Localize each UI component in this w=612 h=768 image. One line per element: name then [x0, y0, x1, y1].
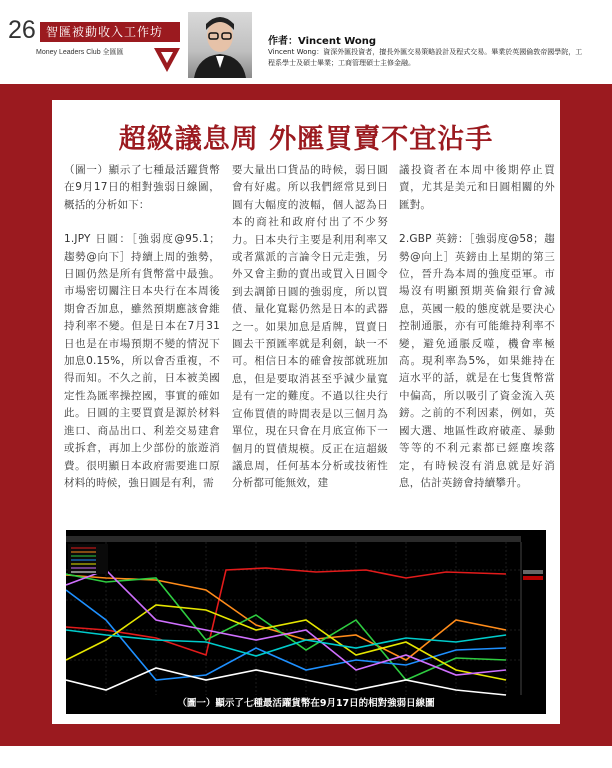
paragraph: 2.GBP 英鎊：［強弱度@58；趨勢@向上］英鎊由上星期的第三位，晉升為本周的強度亞軍。市場沒有明顯預期英倫銀行會減息，英國一般的態度就是要決心控制通脹，亦有可能維持利率不變，避免通脹反噬，機會率極高。現利率為5%，如果維持在這水平的話，就是在七隻貨幣當中偏高，所以吸引了資金流入英鎊。之前的不利因素，例如，英國大選、地區性政府破產、暴動等等的不利元素都已經塵埃落定，有時候沒有消息就是好消息，估計英鎊會持續攀升。	[399, 233, 555, 489]
article-column-2	[232, 162, 388, 510]
chart-caption: （圖一）顯示了七種最活躍貨幣在9月17日的相對強弱日線圖	[177, 698, 435, 709]
author-photo	[188, 12, 252, 78]
page-header	[0, 0, 612, 82]
article-body	[52, 100, 560, 724]
paragraph: （圖一）顯示了七種最活躍貨幣在9月17日的相對強弱日線圖，概括的分析如下：	[64, 164, 220, 211]
paragraph: 議投資者在本周中後期停止買賣，尤其是美元和日圓相關的外匯對。	[399, 164, 555, 211]
page-footer	[0, 746, 612, 768]
section-title: 智匯被動收入工作坊	[40, 22, 180, 42]
paragraph: 要大量出口貨品的時候，弱日圓會有好處。所以我們經常見到日圓有大幅度的波幅，個人認為日本的商社和政府付出了不少努力。日本央行主要是利用利率又或者黨派的言論令日元走強，另外又會主動的賣出或買入日圓令到去調節日圓的強弱度，所以買債、量化寬鬆仍然是日本的武器之一。如果加息是盾牌，買賣日圓去干預匯率就是利劍，缺一不可。相信日本的確會按部就班加息，但是要取消甚至乎減少量寬是有一定的難度。不過以往央行宣佈買債的時間表是以三個月為單位，現在只會在月底宣佈下一個月的買債規模。反正在這超級議息周，任何基本分析或技術性分析都可能無效，建	[232, 164, 388, 490]
paragraph: 1.JPY 日圓：［強弱度@95.1；趨勢@向下］持續上周的強勢，日圓仍然是所有貨幣當中最強。市場密切關注日本央行在本周後期會否加息，雖然預期應該會維持利率不變。但是日本在7月31日也是在市場預期不變的情況下加息0.15%，所以會否重複，不得而知。不久之前，日本被美國定性為匯率操控國，事實的確如此。日圓的主要買賣是源於材料進口、商品出口、利差交易建倉或拆倉，再加上少部份的旅遊消費。很明顯日本政府需要進口原材料的時候，強日圓是有利，需	[64, 233, 220, 489]
club-logo-icon	[154, 48, 180, 72]
article-column-3	[399, 162, 555, 509]
author-bio: Vincent Wong：資深外匯投資者，擅長外匯交易策略設計及程式交易。畢業於英國倫敦帝國學院，工程系學士及碩士畢業；工商管理碩士主修金融。	[268, 48, 583, 67]
page-number: 26	[8, 16, 36, 44]
club-name: Money Leaders Club 全匯匯	[36, 49, 124, 56]
article-headline: 超級議息周 外匯買賣不宜沾手	[118, 124, 494, 155]
currency-strength-chart	[66, 530, 546, 714]
article-column-1	[64, 162, 220, 509]
author-name: 作者：Vincent Wong	[268, 36, 377, 47]
chart-graphic	[66, 530, 546, 714]
